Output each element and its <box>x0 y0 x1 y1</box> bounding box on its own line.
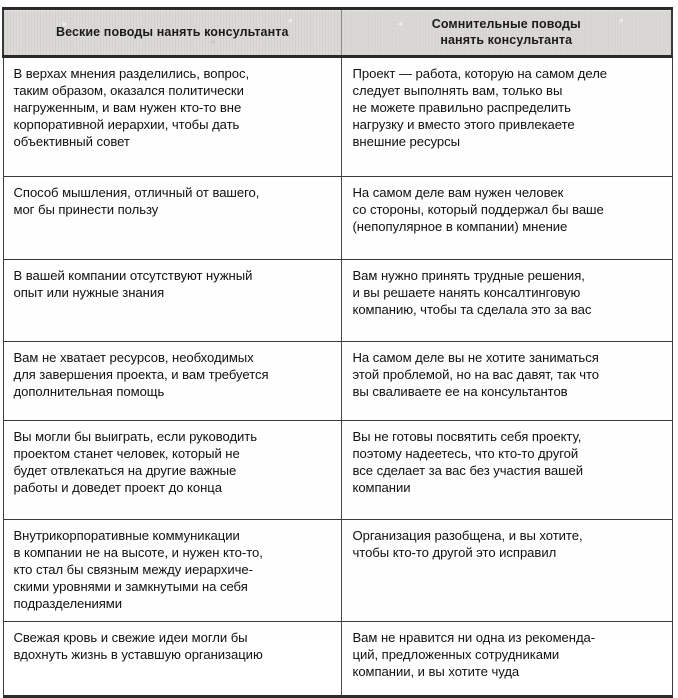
cell-line: Вы могли бы выиграть, если руководить <box>13 429 258 444</box>
cell-line: будет отвлекаться на другие важные <box>13 463 237 479</box>
cell-line: внешние ресурсы <box>352 134 460 150</box>
cell-line: нагрузку и вместо этого привлекаете <box>352 117 575 133</box>
cell-line: скими уровнями и замкнутыми на себя <box>13 579 248 595</box>
cell-line: таким образом, оказался политически <box>13 83 244 99</box>
cell-line: со стороны, который поддержал бы ваше <box>352 202 604 218</box>
cell-line: для завершения проекта, и вам требуется <box>13 367 269 383</box>
cell-line: этой проблемой, но на вас давят, так что <box>352 367 600 383</box>
cell-line: вы сваливаете ее на консультантов <box>352 384 568 400</box>
cell-good-reason-1 <box>3 57 341 177</box>
table-row <box>3 421 672 520</box>
cell-line: ций, предложенных сотрудниками <box>352 647 560 663</box>
cell-line: объективный совет <box>13 134 130 150</box>
cell-doubtful-reason-1 <box>341 57 672 177</box>
cell-line: не можете правильно распределить <box>352 100 571 116</box>
cell-line: проектом станет человек, который не <box>13 446 240 462</box>
cell-line: Вам нужно принять трудные решения, <box>352 268 585 283</box>
cell-doubtful-reason-5 <box>341 421 672 520</box>
cell-line: дополнительная помощь <box>13 384 165 400</box>
table-row <box>3 260 672 342</box>
table-row <box>3 177 672 260</box>
cell-line: работы и доведет проект до конца <box>13 480 222 496</box>
cell-good-reason-6 <box>3 520 341 622</box>
cell-line: кто стал бы связным между иерархиче- <box>13 562 253 578</box>
cell-line: поэтому надеетесь, что кто-то другой <box>352 446 579 462</box>
cell-line: (непопулярное в компании) мнение <box>352 219 568 235</box>
column-header-doubtful-reasons <box>341 9 672 57</box>
cell-line: Вам не хватает ресурсов, необходимых <box>13 350 254 365</box>
cell-good-reason-5 <box>3 421 341 520</box>
cell-line: На самом деле вы не хотите заниматься <box>352 350 599 365</box>
cell-good-reason-7 <box>3 622 341 697</box>
cell-doubtful-reason-7 <box>341 622 672 697</box>
cell-line: компании, и вы хотите чуда <box>352 664 520 680</box>
cell-line: в компании не на высоте, и нужен кто-то, <box>13 545 263 561</box>
cell-good-reason-2 <box>3 177 341 260</box>
cell-line: В вашей компании отсутствуют нужный <box>13 268 253 283</box>
table-row <box>3 520 672 622</box>
cell-good-reason-3 <box>3 260 341 342</box>
cell-line: опыт или нужные знания <box>13 285 165 301</box>
cell-line: корпоративной иерархии, чтобы дать <box>13 117 240 133</box>
cell-doubtful-reason-4 <box>341 342 672 421</box>
cell-line: Внутрикорпоративные коммуникации <box>13 528 240 543</box>
column-header-doubtful-reasons-line-1: Сомнительные поводы <box>431 17 581 32</box>
comparison-table <box>2 7 673 698</box>
cell-line: Проект — работа, которую на самом деле <box>352 66 608 81</box>
column-header-good-reasons <box>3 9 341 57</box>
table-row <box>3 342 672 421</box>
cell-doubtful-reason-2 <box>341 177 672 260</box>
cell-line: На самом деле вам нужен человек <box>352 185 564 200</box>
cell-line: вдохнуть жизнь в уставшую организацию <box>13 647 263 663</box>
cell-doubtful-reason-6 <box>341 520 672 622</box>
cell-line: Вы не готовы посвятить себя проекту, <box>352 429 582 444</box>
cell-line: Способ мышления, отличный от вашего, <box>13 185 260 200</box>
cell-line: следует выполнять вам, только вы <box>352 83 563 99</box>
cell-line: Вам не нравится ни одна из рекоменда- <box>352 630 596 645</box>
cell-line: нагруженным, и вам нужен кто-то вне <box>13 100 242 116</box>
cell-line: мог бы принести пользу <box>13 202 159 218</box>
cell-line: и вы решаете нанять консалтинговую <box>352 285 581 301</box>
cell-line: Свежая кровь и свежие идеи могли бы <box>13 630 248 645</box>
column-header-doubtful-reasons-line-2: нанять консультанта <box>440 32 573 47</box>
cell-line: В верхах мнения разделились, вопрос, <box>13 66 250 81</box>
cell-good-reason-4 <box>3 342 341 421</box>
table-header <box>3 9 672 57</box>
cell-line: компанию, чтобы та сделала это за вас <box>352 302 592 318</box>
cell-doubtful-reason-3 <box>341 260 672 342</box>
table-header-row <box>3 9 672 57</box>
column-header-good-reasons-line-1: Веские поводы нанять консультанта <box>55 24 289 39</box>
cell-line: подразделениями <box>13 596 122 612</box>
table-body <box>3 57 672 697</box>
table-row <box>3 57 672 177</box>
cell-line: чтобы кто-то другой это исправил <box>352 545 557 561</box>
table-row <box>3 622 672 697</box>
cell-line: Организация разобщена, и вы хотите, <box>352 528 583 543</box>
cell-line: компании <box>352 480 411 496</box>
cell-line: все сделает за вас без участия вашей <box>352 463 584 479</box>
